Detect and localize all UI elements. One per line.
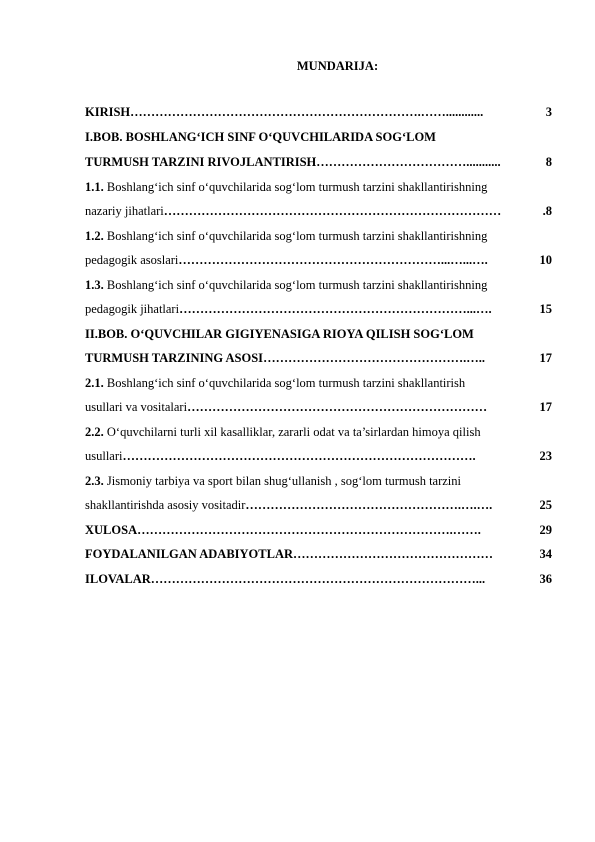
toc-section-number: 2.1. bbox=[85, 376, 104, 390]
toc-page-number: 8 bbox=[545, 155, 552, 169]
toc-chapter-1-heading-cont bbox=[85, 153, 552, 171]
toc-leader-dots: …………………………………………………………………………. bbox=[122, 449, 476, 463]
toc-entry-text: TURMUSH TARZINI RIVOJLANTIRISH bbox=[85, 155, 317, 169]
toc-section-number: 2.3. bbox=[85, 474, 104, 488]
toc-entry-introduction bbox=[85, 103, 552, 121]
toc-entry-appendices bbox=[85, 570, 552, 588]
toc-entry-text: pedagogik jihatlari bbox=[85, 302, 180, 316]
toc-entry-conclusion bbox=[85, 521, 552, 539]
toc-entry-text: KIRISH bbox=[85, 105, 131, 119]
toc-section-number: 1.3. bbox=[85, 278, 104, 292]
toc-section-1-3 bbox=[85, 276, 552, 294]
toc-entry-text: Boshlang‘ich sinf o‘quvchilarida sog‘lom turmush tarzini shakllantirish bbox=[103, 376, 466, 390]
toc-section-2-2-cont bbox=[85, 447, 552, 465]
toc-entry-text: ILOVALAR bbox=[85, 572, 151, 586]
toc-section-2-1-cont bbox=[85, 398, 552, 416]
toc-leader-dots: ……………………………………………………………………… bbox=[163, 204, 502, 218]
toc-chapter-2-heading bbox=[85, 325, 552, 343]
toc-page-number: 17 bbox=[539, 351, 552, 365]
toc-section-1-3-cont bbox=[85, 300, 552, 318]
toc-page-number: 36 bbox=[539, 572, 552, 586]
toc-entry-text: FOYDALANILGAN ADABIYOTLAR bbox=[85, 547, 294, 561]
toc-entry-text: usullari va vositalari bbox=[85, 400, 188, 414]
toc-page-number: 3 bbox=[545, 105, 552, 119]
toc-section-number: 1.2. bbox=[85, 229, 104, 243]
toc-entry-text: II.BOB. O‘QUVCHILAR GIGIYENASIGA RIOYA QILISH SOG‘LOM bbox=[85, 327, 474, 341]
toc-leader-dots: ………………………………………………………………….……. bbox=[137, 523, 481, 537]
toc-leader-dots: ……………………………………………………………… bbox=[187, 400, 488, 414]
toc-entry-text: I.BOB. BOSHLANG‘ICH SINF O‘QUVCHILARIDA SOG‘LOM bbox=[85, 130, 436, 144]
toc-page-number: 15 bbox=[539, 302, 552, 316]
toc-section-2-3 bbox=[85, 472, 552, 490]
toc-entry-text: TURMUSH TARZINING ASOSI bbox=[85, 351, 264, 365]
toc-entry-text: Jismoniy tarbiya va sport bilan shug‘ullanish , sog‘lom turmush tarzini bbox=[103, 474, 462, 488]
toc-entry-text: pedagogik asoslari bbox=[85, 253, 179, 267]
toc-leader-dots: ………………………………........... bbox=[316, 155, 501, 169]
toc-page-number: 10 bbox=[539, 253, 552, 267]
toc-entry-text: XULOSA bbox=[85, 523, 138, 537]
toc-page-number: 17 bbox=[539, 400, 552, 414]
toc-section-number: 1.1. bbox=[85, 180, 104, 194]
toc-page-number: 34 bbox=[539, 547, 552, 561]
toc-section-1-1-cont bbox=[85, 202, 552, 220]
toc-page-number: 29 bbox=[539, 523, 552, 537]
toc-entry-text: Boshlang‘ich sinf o‘quvchilarida sog‘lom turmush tarzini shakllantirishning bbox=[103, 278, 488, 292]
toc-leader-dots: ……………………………………………………………………... bbox=[150, 572, 486, 586]
toc-entry-text: shakllantirishda asosiy vositadir bbox=[85, 498, 246, 512]
toc-leader-dots: ……………………………………………………………...…. bbox=[179, 302, 492, 316]
toc-entry-text: O‘quvchilarni turli xil kasalliklar, zararli odat va ta’sirlardan himoya qilish bbox=[103, 425, 481, 439]
toc-entry-text: usullari bbox=[85, 449, 123, 463]
toc-page-number: .8 bbox=[542, 204, 552, 218]
toc-entry-text: nazariy jihatlari bbox=[85, 204, 164, 218]
toc-entry-text: Boshlang‘ich sinf o‘quvchilarida sog‘lom turmush tarzini shakllantirishning bbox=[103, 229, 488, 243]
toc-entry-text: Boshlang‘ich sinf o‘quvchilarida sog‘lom turmush tarzini shakllantirishning bbox=[103, 180, 488, 194]
toc-leader-dots: ………………………………………….….. bbox=[263, 351, 485, 365]
toc-section-2-1 bbox=[85, 374, 552, 392]
toc-leader-dots: ………………………………………………………...…...…. bbox=[178, 253, 488, 267]
toc-section-2-2 bbox=[85, 423, 552, 441]
toc-chapter-2-heading-cont bbox=[85, 349, 552, 367]
toc-page-number: 25 bbox=[539, 498, 552, 512]
toc-section-2-3-cont bbox=[85, 496, 552, 514]
toc-section-1-1 bbox=[85, 178, 552, 196]
toc-page-number: 23 bbox=[539, 449, 552, 463]
toc-section-1-2-cont bbox=[85, 251, 552, 269]
toc-leader-dots: …………………………………………….….…. bbox=[245, 498, 493, 512]
toc-leader-dots: …………………………………………………………….……............ bbox=[130, 105, 484, 119]
toc-section-1-2 bbox=[85, 227, 552, 245]
toc-entry-references bbox=[85, 545, 552, 563]
page-title: MUNDARIJA: bbox=[296, 59, 379, 73]
toc-leader-dots: ………………………………………… bbox=[293, 547, 494, 561]
toc-chapter-1-heading bbox=[85, 128, 552, 146]
toc-section-number: 2.2. bbox=[85, 425, 104, 439]
